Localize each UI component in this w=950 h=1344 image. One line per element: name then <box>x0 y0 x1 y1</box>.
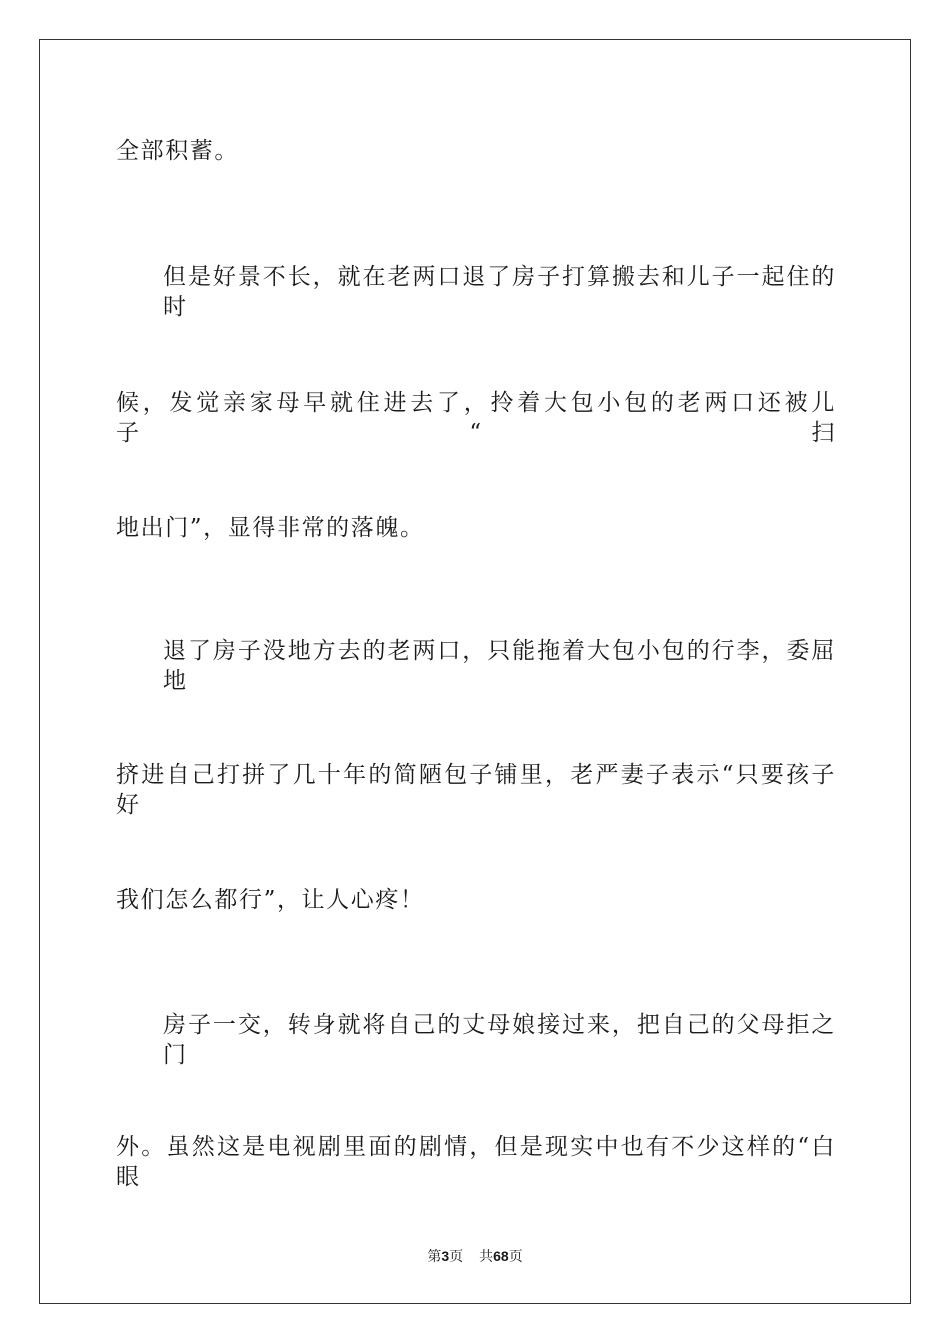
text-line: 挤进自己打拼了几十年的简陋包子铺里，老严妻子表示“只要孩子好 <box>116 762 836 818</box>
paragraph-start-line: 但是好景不长，就在老两口退了房子打算搬去和儿子一起住的时 <box>163 264 836 320</box>
text-line: 外。虽然这是电视剧里面的剧情，但是现实中也有不少这样的“白眼 <box>116 1134 836 1190</box>
page-prefix: 第 <box>427 1250 442 1265</box>
page-number: 3 <box>441 1248 450 1264</box>
page-footer <box>0 1247 950 1267</box>
text-line: 地出门”，显得非常的落魄。 <box>116 515 425 541</box>
total-prefix: 共 <box>479 1250 494 1265</box>
text-line: 我们怎么都行”，让人心疼！ <box>116 887 425 913</box>
text-line: 全部积蓄。 <box>116 138 239 164</box>
total-pages: 68 <box>493 1248 509 1264</box>
total-suffix: 页 <box>508 1250 523 1265</box>
text-line: 候，发觉亲家母早就住进去了，拎着大包小包的老两口还被儿子“扫 <box>116 390 836 446</box>
paragraph-start-line: 房子一交，转身就将自己的丈母娘接过来，把自己的父母拒之门 <box>163 1012 836 1068</box>
paragraph-start-line: 退了房子没地方去的老两口，只能拖着大包小包的行李，委屈地 <box>163 638 836 694</box>
page-suffix: 页 <box>449 1250 464 1265</box>
